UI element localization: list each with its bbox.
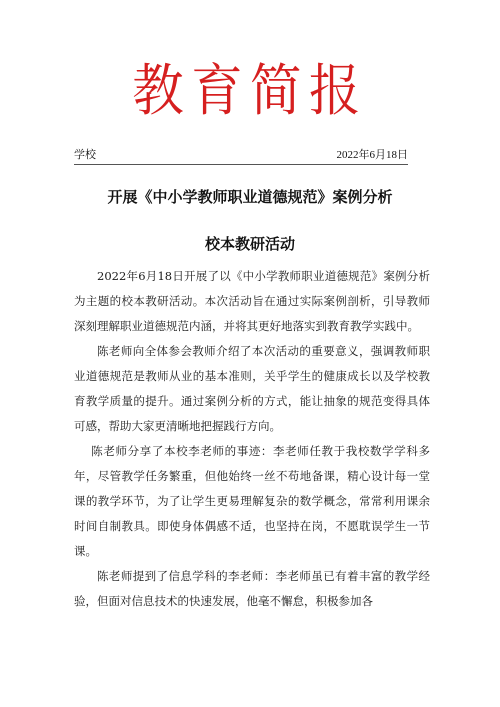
issue-date: 2022年6月18日 xyxy=(336,149,408,161)
school-label: 学校 xyxy=(74,149,96,161)
paragraph: 2022年6月18日开展了以《中小学教师职业道德规范》案例分析为主题的校本教研活动。本次活动旨在通过实际案例剖析，引导教师深刻理解职业道德规范内涵，并将其更好地落实到教育教学实践中。 xyxy=(74,269,430,333)
newsletter-masthead: 教育简报 xyxy=(132,59,368,124)
article-title-line2: 校本教研活动 xyxy=(204,235,295,253)
meta-row xyxy=(74,146,408,165)
article-title-line1: 开展《中小学教师职业道德规范》案例分析 xyxy=(107,188,393,206)
paragraph: 陈老师向全体参会教师介绍了本次活动的重要意义，强调教师职业道德规范是教师从业的基本准则，关乎学生的健康成长以及学校教育教学质量的提升。通过案例分析的方式，能让抽象的规范变得具体可感，帮助大家更清晰地把握践行方向。 xyxy=(74,344,430,433)
article-body xyxy=(74,264,430,614)
paragraph: 陈老师提到了信息学科的李老师：李老师虽已有着丰富的教学经验，但面对信息技术的快速发展，他毫不懈怠，积极参加各 xyxy=(74,569,430,608)
paragraph: 陈老师分享了本校李老师的事迹：李老师任教于我校数学学科多年，尽管教学任务繁重，但他始终一丝不苟地备课，精心设计每一堂课的教学环节，为了让学生更易理解复杂的数学概念，常常利用课余时间自制教具。即使身体偶感不适，也坚持在岗，不愿耽误学生一节课。 xyxy=(74,444,430,558)
